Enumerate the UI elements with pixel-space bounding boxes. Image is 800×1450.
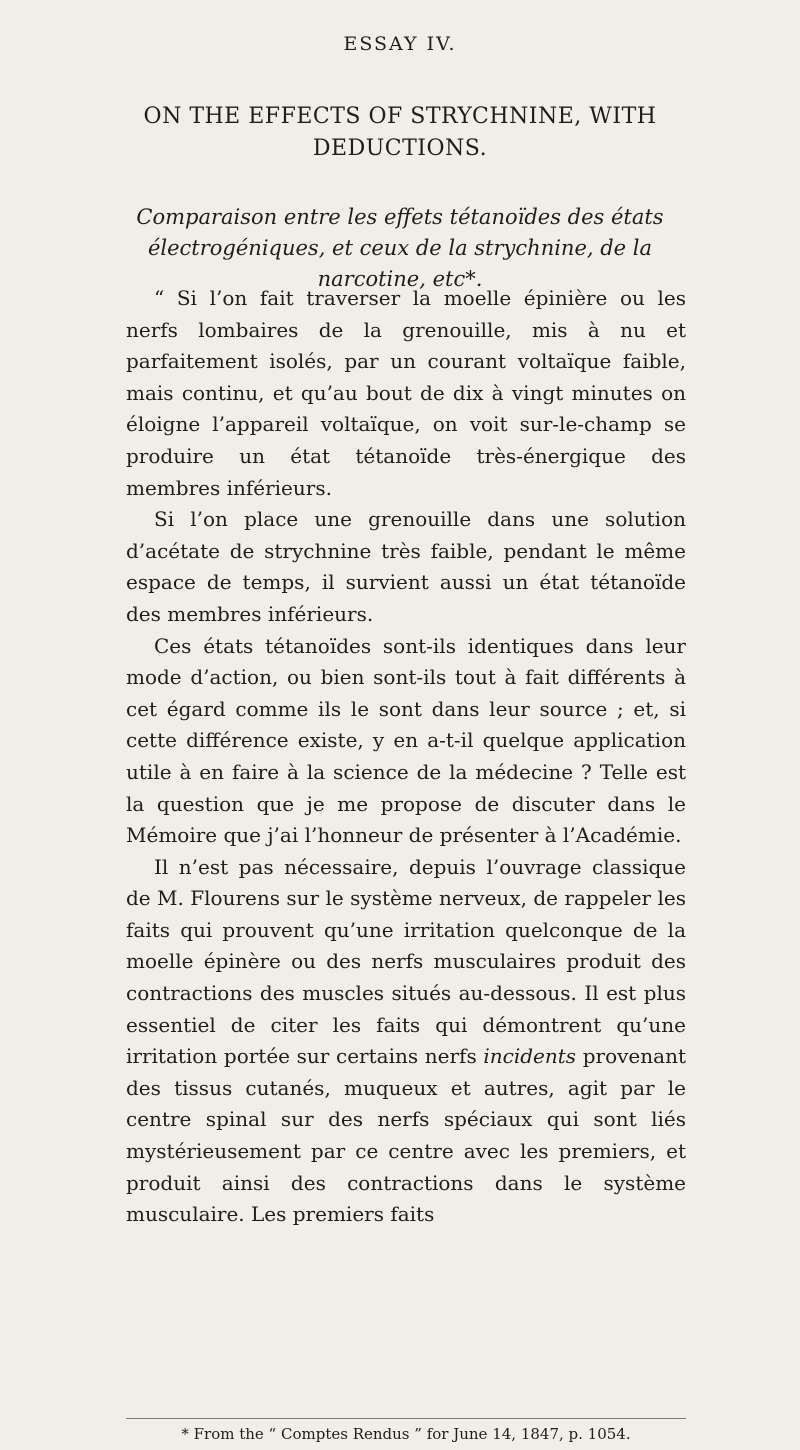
paragraph-4-end: provenant des tissus cutanés, muqueux et autres, agit par le centre spinal sur des nerfs spéciaux qui sont liés mystérieusement par ce centre avec les premiers, et produit ainsi des contractions dans le système musculaire. Les premiers faits bbox=[126, 1044, 686, 1227]
paragraph-4-start: Il n’est pas nécessaire, depuis l’ouvrage classique de M. Flourens sur le système nerveux, de rappeler les faits qui prouvent qu’une irritation quelconque de la moelle épinère ou des nerfs musculaires produit des contractions des muscles situés au-dessous. Il est plus essentiel de citer les faits qui démontrent qu’une irritation portée sur certains nerfs bbox=[126, 854, 686, 1069]
title-line-2: DEDUCTIONS. bbox=[312, 136, 488, 161]
french-subtitle: Comparaison entre les effets tétanoïdes des états électrogéniques, et ceux de la strychnine, de la narcotine, etc*. bbox=[136, 205, 664, 291]
paragraph-2: Si l’on place une grenouille dans une solution d’acétate de strychnine très faible, pendant le même espace de temps, il survient aussi un état tétanoïde des membres inférieurs. bbox=[126, 507, 686, 626]
paragraph-1: “ Si l’on fait traverser la moelle épinière ou les nerfs lombaires de la grenouille, mis à nu et parfaitement isolés, par un courant voltaïque faible, mais continu, et qu’au bout de dix à vingt minutes on éloigne l’appareil voltaïque, on voit sur-le-champ se produire un état tétanoïde très-énergique des membres inférieurs. bbox=[126, 286, 686, 500]
essay-number: ESSAY IV. bbox=[343, 33, 457, 55]
essay-title bbox=[95, 101, 705, 165]
paragraph-3: Ces états tétanoïdes sont-ils identiques dans leur mode d’action, ou bien sont-ils tout à fait différents à cet égard comme ils le sont dans leur source ; et, si cette différence existe, y en a-t-il quelque application utile à en faire à la science de la médecine ? Telle est la question que je me propose de discuter dans le Mémoire que j’ai l’honneur de présenter à l’Académie. bbox=[126, 633, 686, 848]
body-text bbox=[126, 283, 686, 1231]
footnote: * From the “ Comptes Rendus ” for June 14, 1847, p. 1054. bbox=[181, 1425, 631, 1443]
italic-word-incidents: incidents bbox=[483, 1044, 577, 1069]
title-line-1: ON THE EFFECTS OF STRYCHNINE, WITH bbox=[143, 104, 657, 129]
paragraph-4 bbox=[126, 852, 686, 1231]
footnote-divider bbox=[126, 1418, 686, 1419]
